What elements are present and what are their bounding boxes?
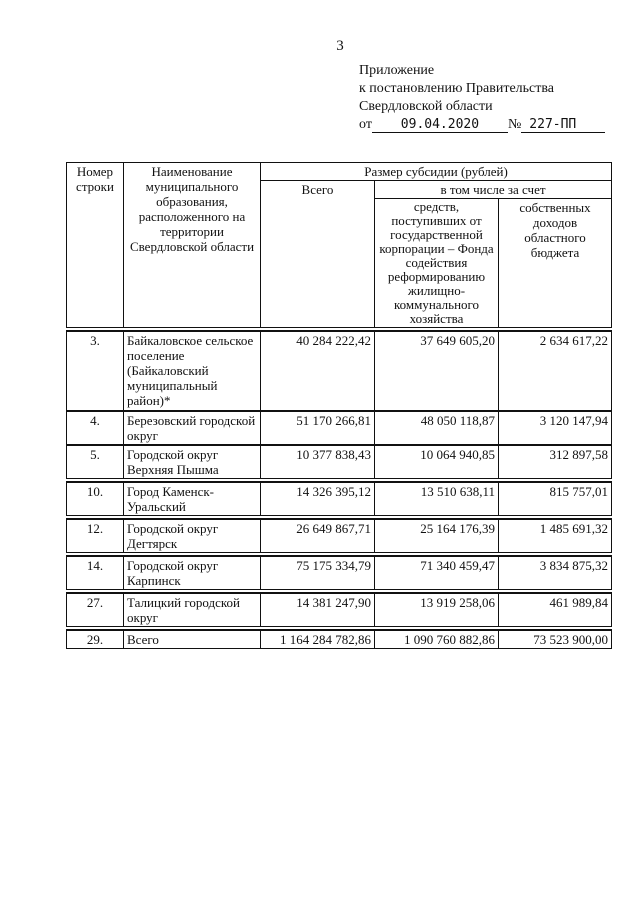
cell-own: 73 523 900,00 (499, 630, 612, 649)
table-row (67, 482, 612, 516)
appendix-title: Приложение (359, 63, 435, 78)
cell-total: 10 377 838,43 (261, 445, 375, 479)
cell-row-number: 12. (67, 519, 124, 553)
cell-own: 3 834 875,32 (499, 556, 612, 590)
table-row (67, 519, 612, 553)
cell-own: 2 634 617,22 (499, 331, 612, 411)
date-prefix: от (359, 117, 372, 132)
table-row (67, 331, 612, 411)
cell-total: 26 649 867,71 (261, 519, 375, 553)
subsidy-table-container (66, 162, 611, 649)
appendix-header (359, 62, 605, 134)
cell-row-number: 4. (67, 411, 124, 445)
cell-total: 40 284 222,42 (261, 331, 375, 411)
cell-name: Березовский городской округ (124, 411, 261, 445)
cell-fund: 13 510 638,11 (375, 482, 499, 516)
cell-own: 461 989,84 (499, 593, 612, 627)
cell-own: 1 485 691,32 (499, 519, 612, 553)
cell-row-number: 27. (67, 593, 124, 627)
cell-total: 1 164 284 782,86 (261, 630, 375, 649)
cell-name: Талицкий городской округ (124, 593, 261, 627)
table-row (67, 445, 612, 479)
header-subsidy: Размер субсидии (рублей) (261, 163, 612, 181)
cell-total: 14 326 395,12 (261, 482, 375, 516)
header-row-number: Номер строки (67, 163, 124, 328)
cell-fund: 13 919 258,06 (375, 593, 499, 627)
table-row-total (67, 630, 612, 649)
table-row (67, 593, 612, 627)
cell-total: 14 381 247,90 (261, 593, 375, 627)
cell-row-number: 14. (67, 556, 124, 590)
header-own: собственных доходов областного бюджета (499, 199, 612, 328)
header-name: Наименование муниципального образования, расположенного на территории Свердловской области (124, 163, 261, 328)
cell-name: Город Каменск-Уральский (124, 482, 261, 516)
cell-name: Байкаловское сельское поселение (Байкаловский муниципальный район)* (124, 331, 261, 411)
cell-total: 75 175 334,79 (261, 556, 375, 590)
cell-row-number: 3. (67, 331, 124, 411)
header-fund: средств, поступивших от государственной корпорации – Фонда содействия реформированию жилищно-коммунального хозяйства (375, 199, 499, 328)
page-number: 3 (336, 38, 344, 54)
cell-own: 3 120 147,94 (499, 411, 612, 445)
cell-row-number: 5. (67, 445, 124, 479)
cell-row-number: 29. (67, 630, 124, 649)
number-prefix: № (507, 117, 522, 132)
cell-row-number: 10. (67, 482, 124, 516)
subsidy-table (66, 162, 612, 649)
cell-own: 312 897,58 (499, 445, 612, 479)
header-total: Всего (261, 181, 375, 328)
table-row (67, 411, 612, 445)
cell-name: Всего (124, 630, 261, 649)
date-value: 09.04.2020 (372, 117, 508, 133)
header-including: в том числе за счет (375, 181, 612, 199)
cell-own: 815 757,01 (499, 482, 612, 516)
number-value: 227-ПП (521, 117, 605, 133)
cell-fund: 10 064 940,85 (375, 445, 499, 479)
cell-fund: 25 164 176,39 (375, 519, 499, 553)
cell-fund: 37 649 605,20 (375, 331, 499, 411)
cell-fund: 1 090 760 882,86 (375, 630, 499, 649)
cell-name: Городской округ Карпинск (124, 556, 261, 590)
appendix-line-3: Свердловской области (359, 99, 493, 114)
table-row (67, 556, 612, 590)
cell-name: Городской округ Дегтярск (124, 519, 261, 553)
cell-name: Городской округ Верхняя Пышма (124, 445, 261, 479)
cell-fund: 71 340 459,47 (375, 556, 499, 590)
cell-fund: 48 050 118,87 (375, 411, 499, 445)
appendix-line-2: к постановлению Правительства (359, 81, 555, 96)
appendix-date-line (359, 116, 605, 134)
cell-total: 51 170 266,81 (261, 411, 375, 445)
